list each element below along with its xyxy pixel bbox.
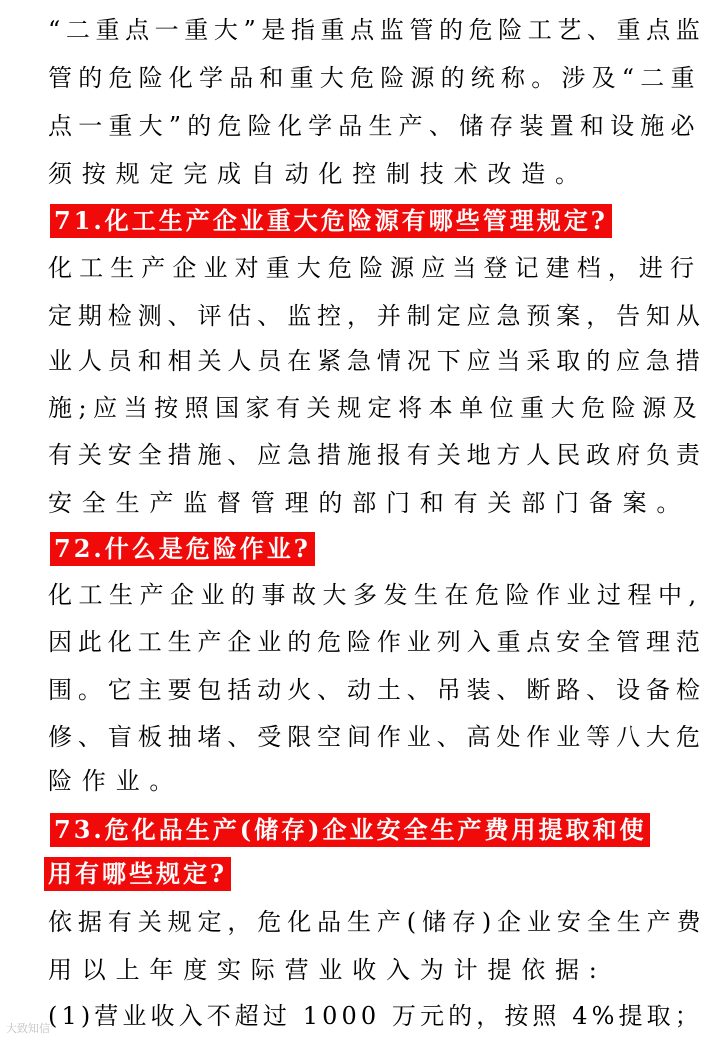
intro-line-4: 须按规定完成自动化控制技术改造。 — [48, 160, 589, 188]
question-72-heading: 72.什么是危险作业? — [50, 532, 315, 566]
intro-line-2: 管的危险化学品和重大危险源的统称。涉及“二重 — [48, 64, 701, 92]
answer-73-line-1: 依据有关规定，危化品生产(储存)企业安全生产费 — [48, 908, 707, 936]
answer-73-line-2: 用以上年度实际营业收入为计提依据: — [48, 956, 607, 984]
question-73-heading-line-2: 用有哪些规定? — [44, 857, 231, 891]
intro-line-3: 点一重大”的危险化学品生产、储存装置和设施必 — [48, 112, 701, 140]
answer-71-line-3: 业人员和相关人员在紧急情况下应当采取的应急措 — [48, 347, 706, 375]
intro-line-1: “二重点一重大”是指重点监管的危险工艺、重点监 — [48, 16, 706, 44]
watermark: 大致知信 — [6, 1022, 50, 1035]
question-73-heading-line-1: 73.危化品生产(储存)企业安全生产费用提取和使 — [50, 813, 650, 847]
answer-71-line-2: 定期检测、评估、监控，并制定应急预案，告知从 — [48, 302, 706, 330]
answer-72-line-2: 因此化工生产企业的危险作业列入重点安全管理范 — [48, 628, 706, 656]
answer-71-line-6: 安全生产监督管理的部门和有关部门备案。 — [48, 489, 691, 517]
answer-71-line-4: 施;应当按照国家有关规定将本单位重大危险源及 — [48, 394, 704, 422]
answer-72-line-4: 修、盲板抽堵、受限空间作业、高处作业等八大危 — [48, 723, 706, 751]
answer-72-line-1: 化工生产企业的事故大多发生在危险作业过程中, — [48, 581, 703, 609]
answer-73-line-3: (1)营业收入不超过 1000 万元的，按照 4%提取； — [48, 1002, 703, 1030]
answer-72-line-3: 围。它主要包括动火、动土、吊装、断路、设备检 — [48, 676, 706, 704]
question-71-heading: 71.化工生产企业重大危险源有哪些管理规定? — [50, 204, 612, 238]
answer-72-line-5: 险作业。 — [48, 767, 184, 795]
answer-71-line-1: 化工生产企业对重大危险源应当登记建档，进行 — [48, 254, 702, 282]
answer-71-line-5: 有关安全措施、应急措施报有关地方人民政府负责 — [48, 441, 706, 469]
